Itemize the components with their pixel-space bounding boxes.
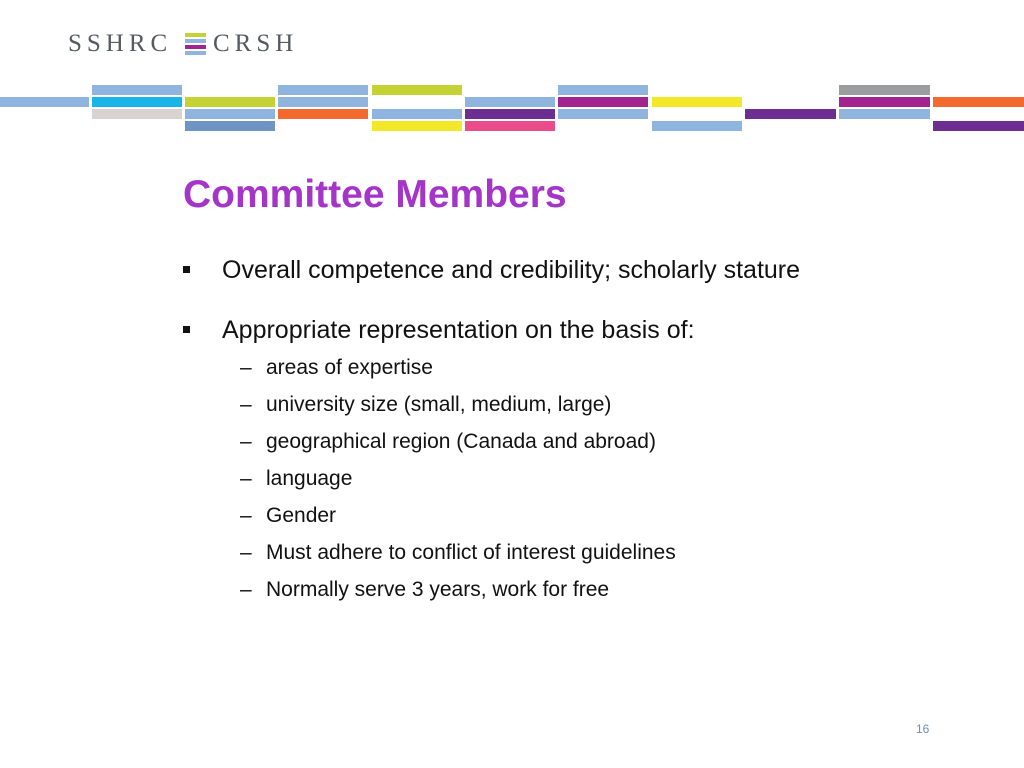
dash-bullet: – xyxy=(240,393,252,416)
sub-bullet-text: language xyxy=(266,467,353,490)
page-number: 16 xyxy=(916,722,930,736)
logo-text-sshrc: SSHRC xyxy=(68,30,173,57)
sub-bullet-text: Normally serve 3 years, work for free xyxy=(266,578,610,601)
bullet-text: Appropriate representation on the basis of: xyxy=(222,316,695,344)
logo-text-crsh: CRSH xyxy=(213,30,299,57)
bullet-list xyxy=(183,0,983,768)
dash-bullet: – xyxy=(240,504,252,527)
slide-title: Committee Members xyxy=(183,173,567,216)
bullet-text: Overall competence and credibility; scholarly stature xyxy=(222,256,801,284)
dash-bullet: – xyxy=(240,356,252,379)
band-block xyxy=(92,109,182,119)
band-block xyxy=(92,85,182,95)
sub-bullet-text: university size (small, medium, large) xyxy=(266,393,612,416)
dash-bullet: – xyxy=(240,541,252,564)
dash-bullet: – xyxy=(240,430,252,453)
square-bullet-icon xyxy=(183,266,190,273)
square-bullet-icon xyxy=(183,326,190,333)
sub-bullet-text: Must adhere to conflict of interest guidelines xyxy=(266,541,676,564)
band-block xyxy=(0,97,89,107)
sub-bullet-text: geographical region (Canada and abroad) xyxy=(266,430,656,453)
sub-bullet-text: areas of expertise xyxy=(266,356,433,379)
dash-bullet: – xyxy=(240,467,252,490)
dash-bullet: – xyxy=(240,578,252,601)
band-block xyxy=(92,97,182,107)
sub-bullet-text: Gender xyxy=(266,504,337,527)
